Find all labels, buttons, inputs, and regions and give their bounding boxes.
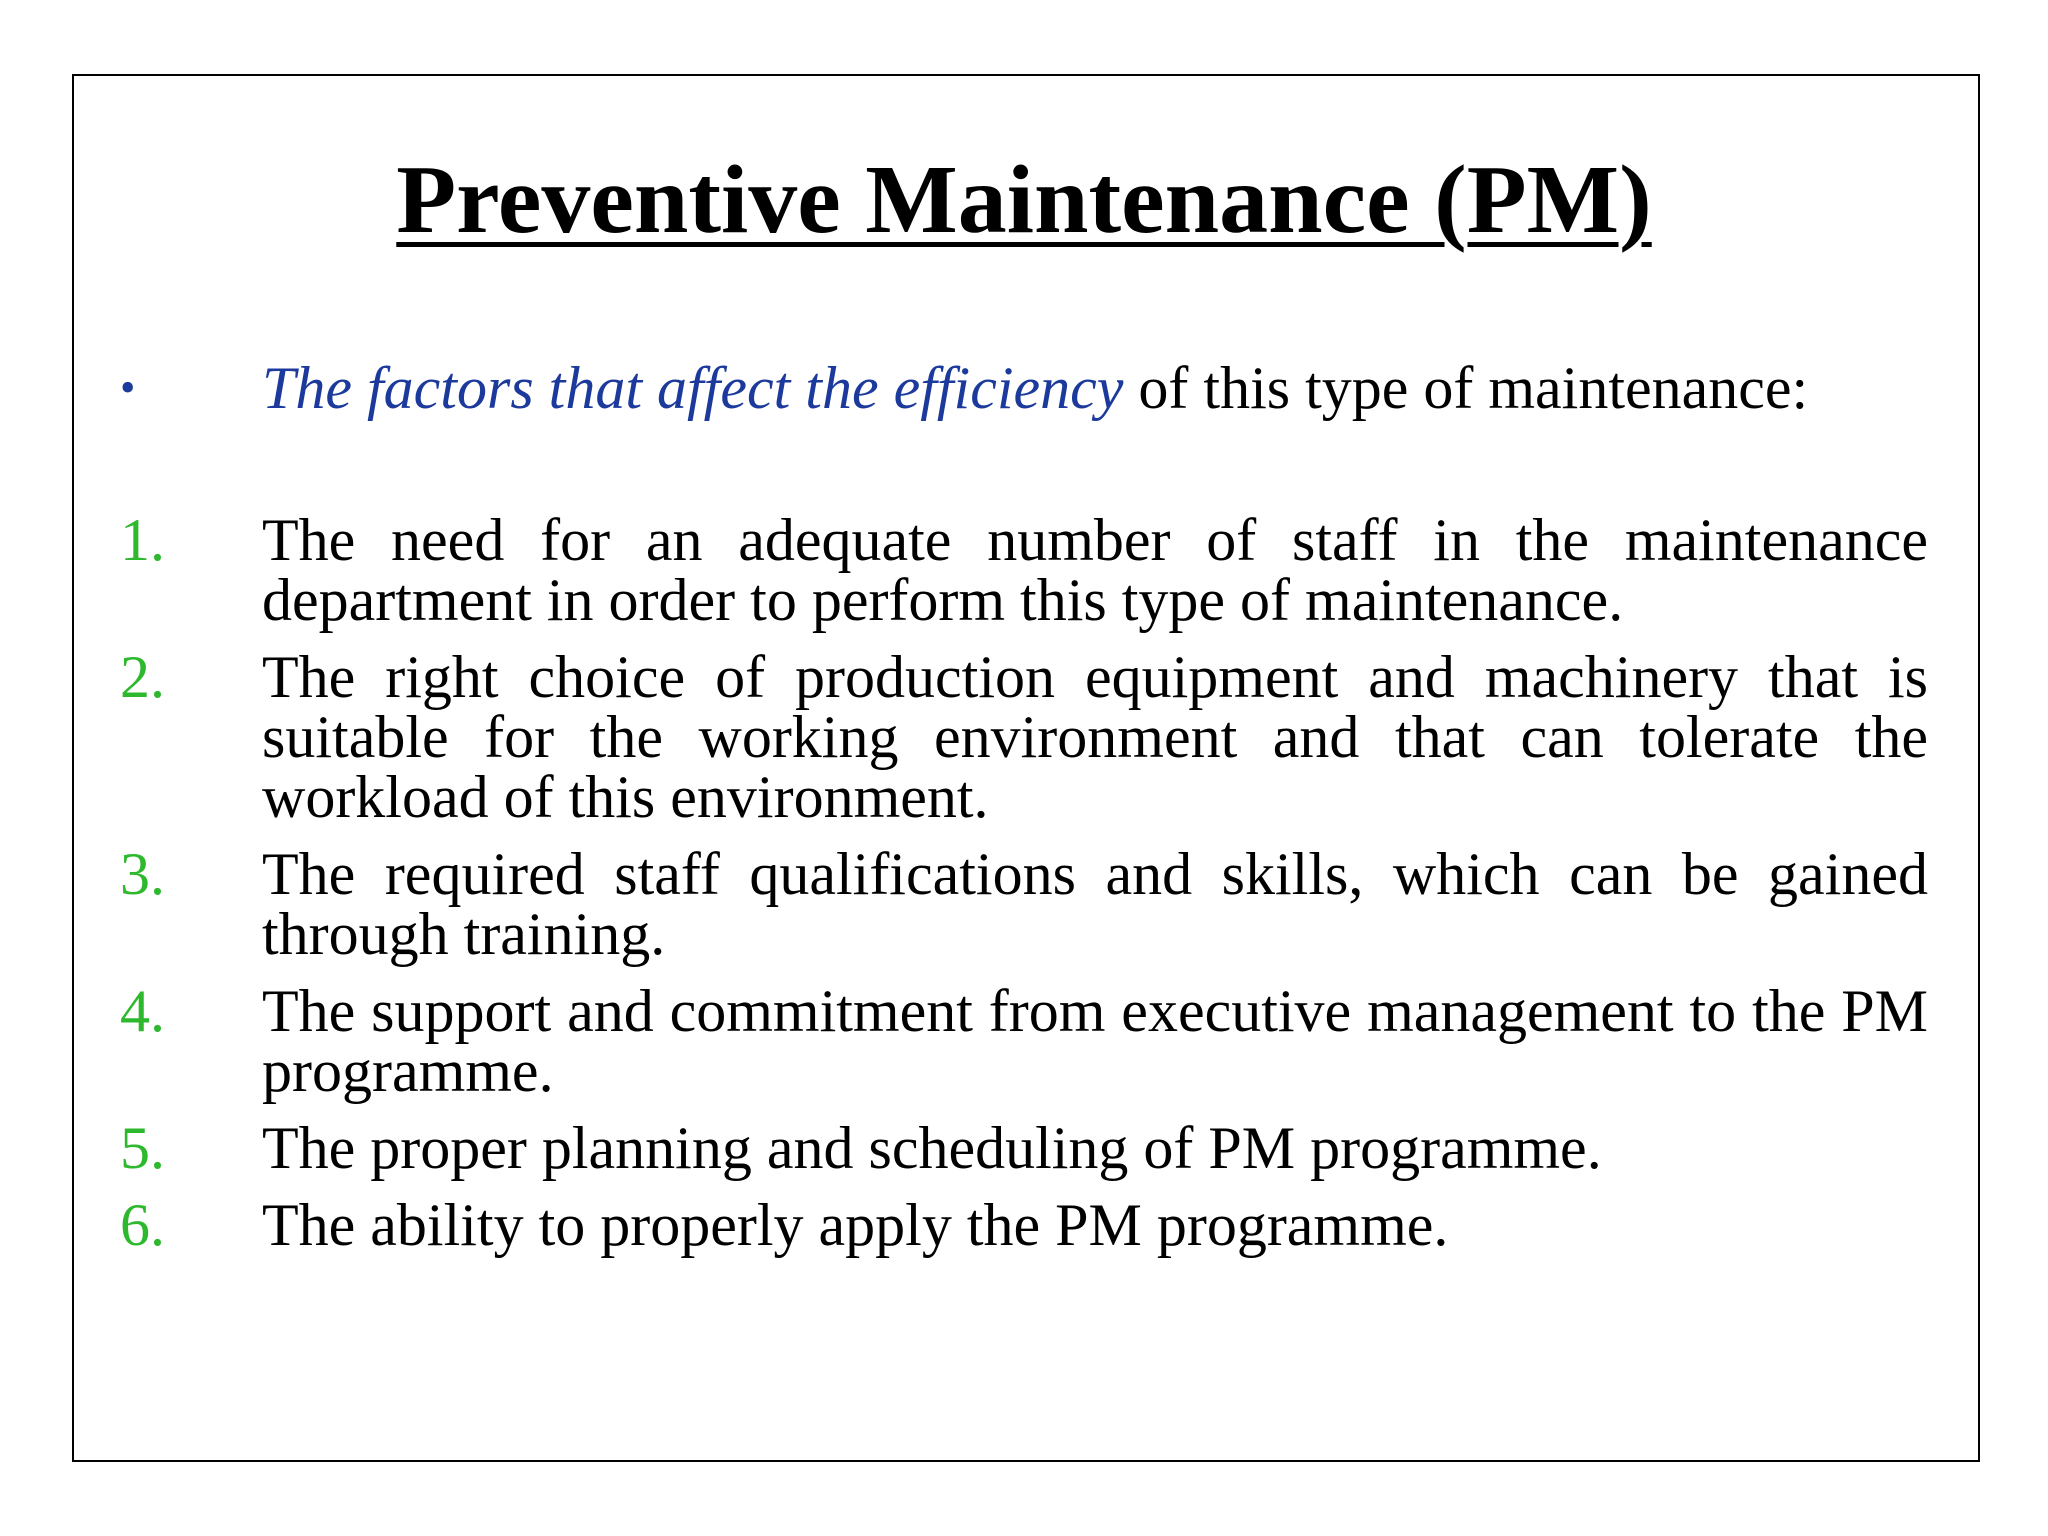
factor-item-4 xyxy=(120,978,1928,1104)
item-text: The right choice of production equipment and machinery that is suitable for the working environment and that can tolerate the workload of this environment. xyxy=(262,644,1928,830)
factor-item-3 xyxy=(120,841,1928,967)
item-number: 6. xyxy=(120,1192,165,1258)
item-number: 1. xyxy=(120,507,165,573)
item-text: The support and commitment from executive management to the PM programme. xyxy=(262,978,1928,1104)
factor-item-5 xyxy=(120,1115,1928,1181)
item-text: The proper planning and scheduling of PM programme. xyxy=(262,1115,1602,1181)
item-text: The need for an adequate number of staff in the maintenance department in order to perform this type of maintenance. xyxy=(262,507,1928,633)
item-text: The required staff qualifications and skills, which can be gained through training. xyxy=(262,841,1928,967)
intro-rest: of this type of maintenance: xyxy=(1123,355,1809,421)
factor-item-6 xyxy=(120,1192,1928,1258)
factor-list xyxy=(120,507,1928,1272)
item-number: 4. xyxy=(120,978,165,1044)
factor-item-1 xyxy=(120,507,1928,633)
intro-text xyxy=(262,352,1808,424)
item-number: 5. xyxy=(120,1115,165,1181)
intro-emphasis: The factors that affect the efficiency xyxy=(262,355,1124,421)
bullet-icon: • xyxy=(120,363,136,412)
item-number: 2. xyxy=(120,644,165,710)
item-number: 3. xyxy=(120,841,165,907)
slide-title: Preventive Maintenance (PM) xyxy=(396,146,1652,254)
item-text: The ability to properly apply the PM programme. xyxy=(262,1192,1449,1258)
factor-item-2 xyxy=(120,644,1928,830)
